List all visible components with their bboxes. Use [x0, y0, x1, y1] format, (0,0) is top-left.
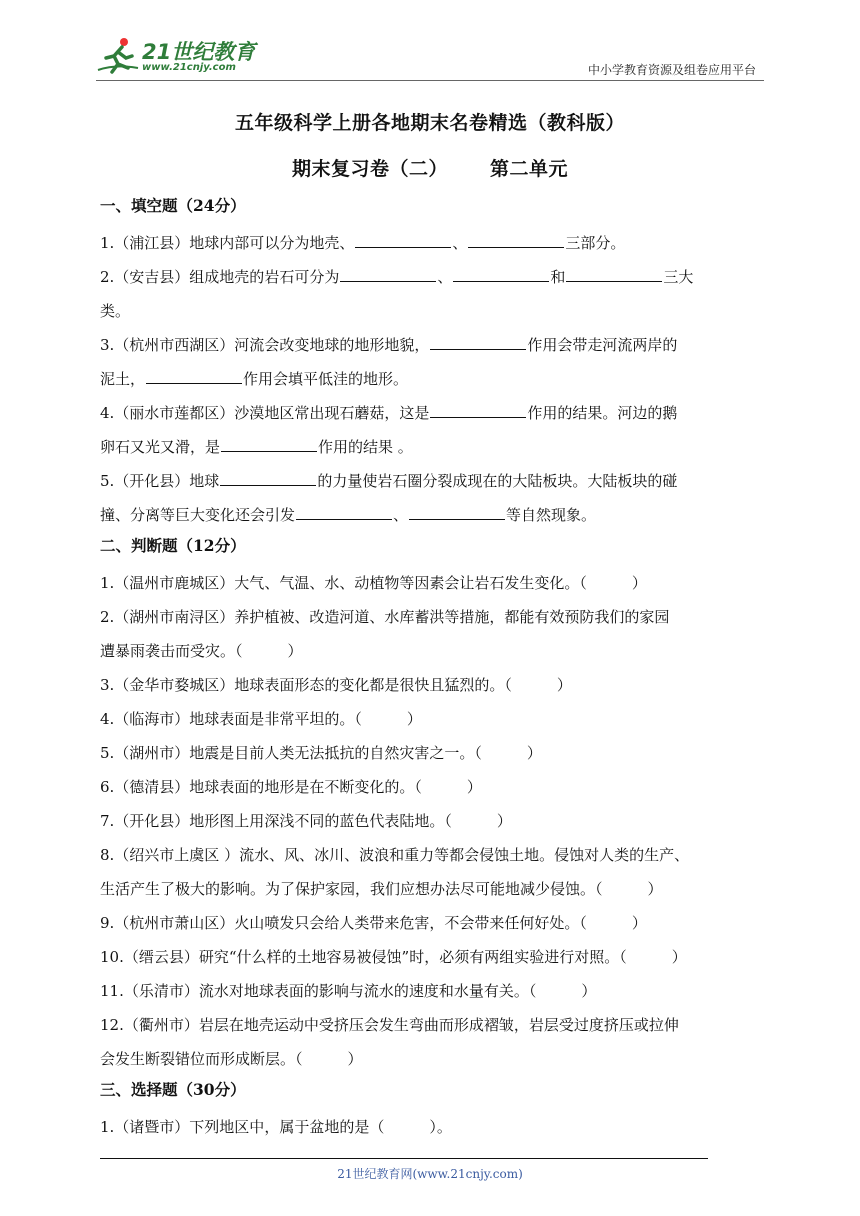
- question-text: 类。: [100, 302, 131, 320]
- question-text: 会发生断裂错位而形成断层。（ ）: [100, 1050, 363, 1068]
- answer-blank[interactable]: [430, 401, 526, 418]
- page-header: [96, 34, 764, 80]
- question-text: 作用会填平低洼的地形。: [243, 370, 409, 388]
- document-subtitle: [0, 154, 860, 181]
- footer-text[interactable]: 21世纪教育网(www.21cnjy.com): [337, 1167, 523, 1181]
- question-text: 作用的结果 。: [318, 438, 413, 456]
- answer-blank[interactable]: [296, 503, 392, 520]
- document-title: 五年级科学上册各地期末名卷精选（教科版）: [234, 112, 625, 134]
- question-text: 4.（丽水市莲都区）沙漠地区常出现石蘑菇，这是: [100, 404, 430, 422]
- question-text: 等自然现象。: [506, 506, 597, 524]
- question-text: 、: [452, 234, 468, 252]
- section-heading-choice: 三、选择题（30分）: [100, 1080, 246, 1099]
- question-text: 撞、分离等巨大变化还会引发: [100, 506, 296, 524]
- answer-blank[interactable]: [355, 231, 451, 248]
- fill-question-3: [100, 328, 764, 396]
- judge-question-10: 10.（缙云县）研究“什么样的土地容易被侵蚀”时，必须有两组实验进行对照。（ ）: [100, 948, 687, 966]
- question-text: 和: [550, 268, 566, 286]
- header-divider: [96, 80, 764, 81]
- answer-blank[interactable]: [220, 469, 316, 486]
- subtitle-part-1: 期末复习卷（二）: [291, 158, 448, 180]
- question-text: 三大: [663, 268, 694, 286]
- fill-question-2: [100, 260, 764, 328]
- answer-blank[interactable]: [566, 265, 662, 282]
- answer-blank[interactable]: [409, 503, 505, 520]
- question-text: 的力量使岩石圈分裂成现在的大陆板块。大陆板块的碰: [317, 472, 678, 490]
- question-text: 2.（湖州市南浔区）养护植被、改造河道、水库蓄洪等措施，都能有效预防我们的家园: [100, 608, 670, 626]
- logo-text: 21世纪教育: [142, 40, 256, 64]
- exam-content: [100, 192, 764, 1144]
- judge-question-6: 6.（德清县）地球表面的地形是在不断变化的。（ ）: [100, 778, 482, 796]
- answer-blank[interactable]: [340, 265, 436, 282]
- judge-question-12: [100, 1008, 764, 1076]
- question-text: 3.（杭州市西湖区）河流会改变地球的地形地貌，: [100, 336, 430, 354]
- question-text: 作用的结果。河边的鹅: [527, 404, 678, 422]
- answer-blank[interactable]: [468, 231, 564, 248]
- judge-question-7: 7.（开化县）地形图上用深浅不同的蓝色代表陆地。（ ）: [100, 812, 512, 830]
- question-text: 、: [437, 268, 453, 286]
- judge-question-5: 5.（湖州市）地震是目前人类无法抵抗的自然灾害之一。（ ）: [100, 744, 542, 762]
- judge-question-8: [100, 838, 764, 906]
- choice-question-1: 1.（诸暨市）下列地区中，属于盆地的是（ ）。: [100, 1118, 452, 1136]
- question-text: 作用会带走河流两岸的: [527, 336, 678, 354]
- runner-logo-icon: [96, 36, 140, 76]
- answer-blank[interactable]: [453, 265, 549, 282]
- question-text: 、: [393, 506, 409, 524]
- question-text: 1.（浦江县）地球内部可以分为地壳、: [100, 234, 355, 252]
- judge-question-1: 1.（温州市鹿城区）大气、气温、水、动植物等因素会让岩石发生变化。（ ）: [100, 574, 647, 592]
- question-text: 2.（安吉县）组成地壳的岩石可分为: [100, 268, 340, 286]
- judge-question-11: 11.（乐清市）流水对地球表面的影响与流水的速度和水量有关。（ ）: [100, 982, 597, 1000]
- fill-question-4: [100, 396, 764, 464]
- question-text: 三部分。: [565, 234, 626, 252]
- judge-question-3: 3.（金华市婺城区）地球表面形态的变化都是很快且猛烈的。（ ）: [100, 676, 572, 694]
- question-text: 卵石又光又滑，是: [100, 438, 221, 456]
- answer-blank[interactable]: [430, 333, 526, 350]
- fill-question-5: [100, 464, 764, 532]
- judge-question-2: [100, 600, 764, 668]
- question-text: 12.（衢州市）岩层在地壳运动中受挤压会发生弯曲而形成褶皱，岩层受过度挤压或拉伸: [100, 1016, 679, 1034]
- footer-divider: [100, 1158, 708, 1159]
- fill-question-1: [100, 226, 764, 260]
- question-text: 生活产生了极大的影响。为了保护家园，我们应想办法尽可能地减少侵蚀。（ ）: [100, 880, 663, 898]
- subtitle-part-2: 第二单元: [490, 158, 569, 180]
- answer-blank[interactable]: [221, 435, 317, 452]
- section-heading-fill: 一、填空题（24分）: [100, 196, 246, 215]
- logo-url: www.21cnjy.com: [142, 62, 236, 73]
- question-text: 5.（开化县）地球: [100, 472, 220, 490]
- question-text: 8.（绍兴市上虞区 ）流水、风、冰川、波浪和重力等都会侵蚀土地。侵蚀对人类的生产、: [100, 846, 690, 864]
- judge-question-4: 4.（临海市）地球表面是非常平坦的。（ ）: [100, 710, 422, 728]
- section-heading-judge: 二、判断题（12分）: [100, 536, 246, 555]
- logo: [96, 34, 276, 78]
- platform-name: 中小学教育资源及组卷应用平台: [587, 63, 756, 77]
- answer-blank[interactable]: [146, 367, 242, 384]
- judge-question-9: 9.（杭州市萧山区）火山喷发只会给人类带来危害，不会带来任何好处。（ ）: [100, 914, 647, 932]
- question-text: 遭暴雨袭击而受灾。（ ）: [100, 642, 303, 660]
- question-text: 泥土，: [100, 370, 146, 388]
